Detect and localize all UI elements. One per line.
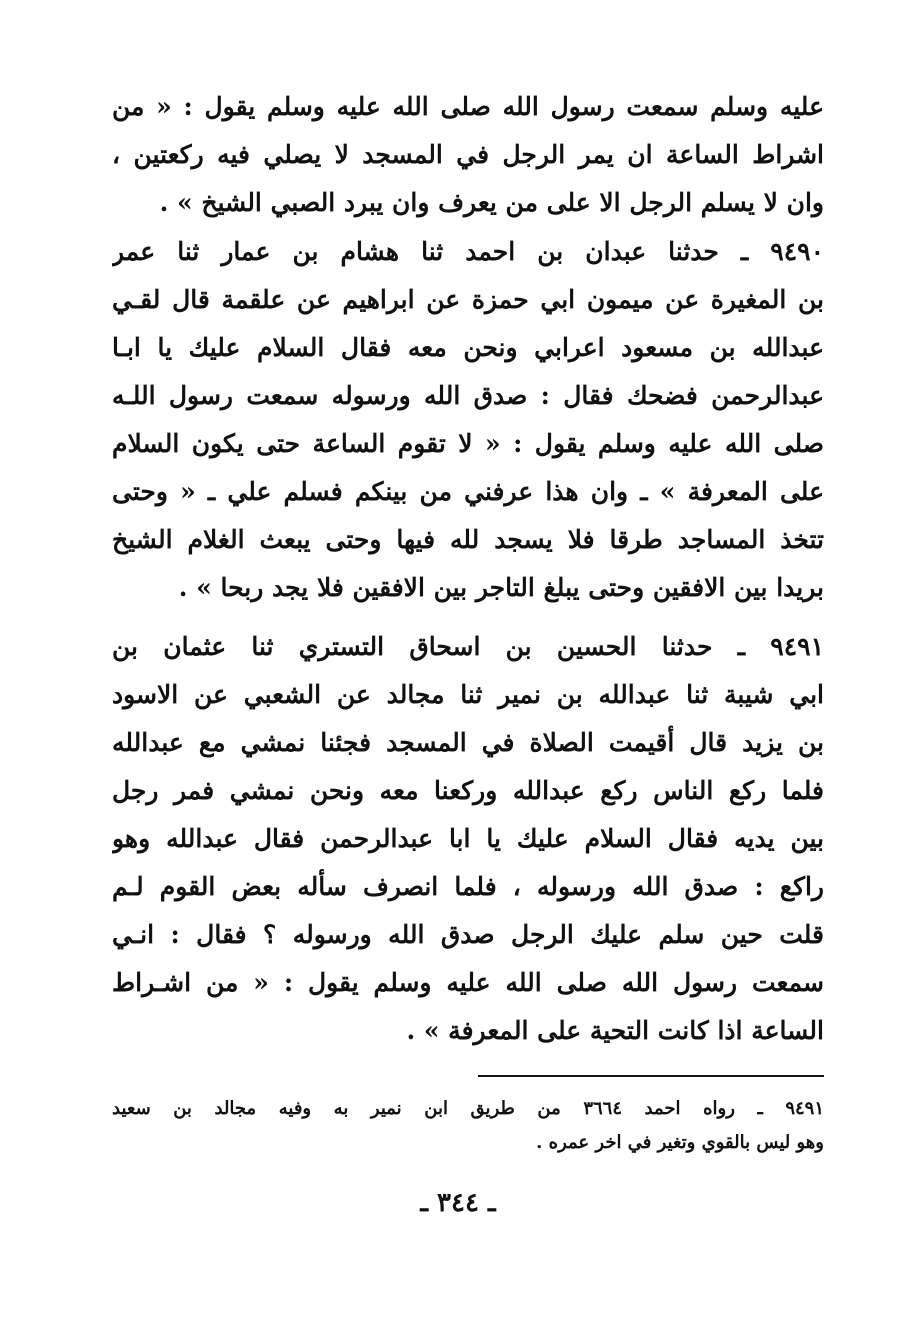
footnote-line: وهو ليس بالقوي وتغير في اخر عمره . [536,1132,824,1153]
footnote-divider [478,1075,824,1077]
text-line: صلى الله عليه وسلم يقول : « لا تقوم الساعة حتى يكون السلام [112,429,824,458]
hadith-9490 [112,228,824,612]
hadith-9491 [112,623,824,1055]
text-line: تتخذ المساجد طرقا فلا يسجد لله فيها وحتى يبعث الغلام الشيخ [112,525,824,554]
text-line: اشراط الساعة ان يمر الرجل في المسجد لا يصلي فيه ركعتين ، [112,140,824,169]
text-line: بن المغيرة عن ميمون ابي حمزة عن ابراهيم عن علقمة قال لقـي [112,285,824,314]
text-line: الساعة اذا كانت التحية على المعرفة » . [406,1016,824,1045]
text-line: ابي شيبة ثنا عبدالله بن نمير ثنا مجالد عن الشعبي عن الاسود [112,680,824,709]
text-line: عليه وسلم سمعت رسول الله صلى الله عليه وسلم يقول : « من [112,92,824,121]
page-number: ـ ٣٤٤ ـ [420,1188,496,1218]
text-line: عبدالله بن مسعود اعرابي ونحن معه فقال السلام عليك يا ابـا [112,333,824,362]
text-line: عبدالرحمن فضحك فقال : صدق الله ورسوله سمعت رسول اللـه [112,381,824,410]
text-line: بين يديه فقال السلام عليك يا ابا عبدالرحمن فقال عبدالله وهو [112,824,824,853]
text-line: بن يزيد قال أقيمت الصلاة في المسجد فجئنا نمشي مع عبدالله [112,728,824,757]
text-line: فلما ركع الناس ركع عبدالله وركعنا معه ونحن نمشي فمر رجل [112,776,824,805]
footnote [112,1092,824,1160]
text-line: على المعرفة » ـ وان هذا عرفني من بينكم فسلم علي ـ « وحتى [112,477,824,506]
paragraph-continuation [112,83,824,227]
footnote-line: ٩٤٩١ ـ رواه احمد ٣٦٦٤ من طريق ابن نمير به وفيه مجالد بن سعيد [112,1098,824,1119]
text-line: راكع : صدق الله ورسوله ، فلما انصرف سأله بعض القوم لـم [112,872,824,901]
text-line: ٩٤٩١ ـ حدثنا الحسين بن اسحاق التستري ثنا عثمان بن [112,632,824,661]
text-line: قلت حين سلم عليك الرجل صدق الله ورسوله ؟ فقال : انـي [112,920,824,949]
text-line: بريدا بين الافقين وحتى يبلغ التاجر بين الافقين فلا يجد ربحا » . [178,573,824,602]
text-line: ٩٤٩٠ ـ حدثنا عبدان بن احمد ثنا هشام بن عمار ثنا عمر [112,237,824,266]
text-line: وان لا يسلم الرجل الا على من يعرف وان يبرد الصبي الشيخ » . [159,188,824,217]
text-line: سمعت رسول الله صلى الله عليه وسلم يقول : « من اشـراط [112,968,824,997]
